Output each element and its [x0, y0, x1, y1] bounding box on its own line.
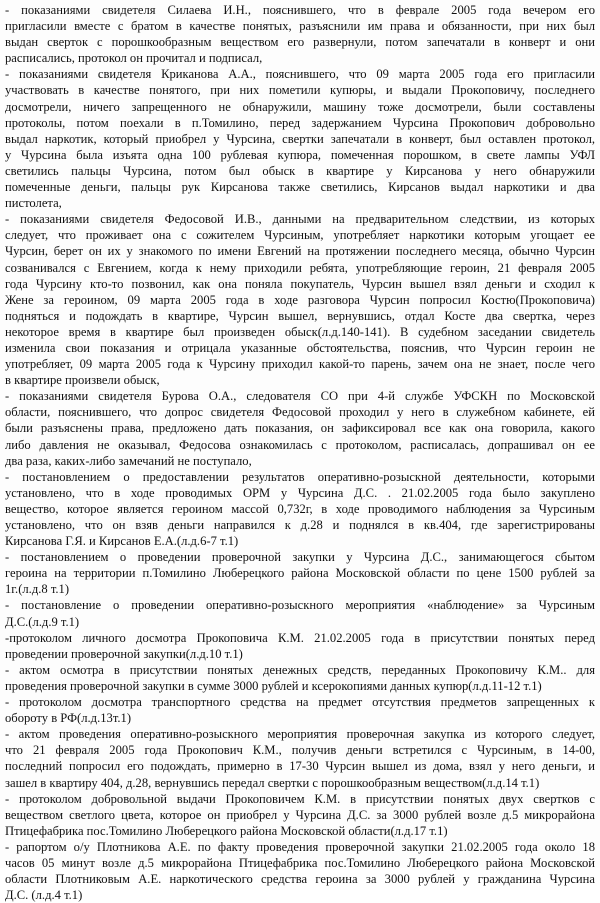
- text-line: Жене за героином, 09 марта 2005 года в ходе разговора Чурсин попросил Костю(Прокоповича): [5, 292, 595, 307]
- text-line: часов 05 минут возле д.5 микрорайона Птицефабрика пос.Томилино Люберецкого района Московской: [5, 855, 595, 870]
- text-line: изменила свои показания и отрицала указанные обстоятельства, пояснив, что Чурсин героин не: [5, 340, 595, 355]
- evidence-paragraph: [5, 726, 595, 790]
- text-line: - показаниями свидетеля Бурова О.А., следователя СО при 4-й службе УФСКН по Московской: [5, 389, 595, 404]
- text-line: два раза, каких-либо замечаний не поступало,: [5, 453, 252, 468]
- text-line: в квартире произвели обыск,: [5, 373, 160, 388]
- text-line: пригласили вместе с братом в качестве понятых, разъяснили им права и обязанности, при них был: [5, 19, 595, 34]
- text-line: протоколы, потом поехали в п.Томилино, перед задержанием Чурсина Прокопович добровольно: [5, 115, 595, 130]
- evidence-paragraph: [5, 694, 595, 726]
- evidence-paragraph: [5, 839, 595, 903]
- text-line: пистолета,: [5, 196, 62, 211]
- text-line: зашел в квартиру 404, д.28, вернувшись передал свертки с порошкообразным веществом(л.д.14 т.1): [5, 775, 540, 790]
- text-line: - показаниями свидетеля Силаева И.Н., пояснившего, что в феврале 2005 года вечером его: [5, 3, 595, 17]
- text-line: установлено, что он взяв деньги направился к д.28 и поднялся в кв.404, где зарегистрированы: [5, 518, 595, 532]
- text-line: - постановлением о проведении проверочной закупки у Чурсина Д.С., занимающегося сбытом: [5, 550, 595, 565]
- text-line: Чурсин, берет он их у знакомого по имени Евгений на протяжении последнего месяца, обычно Чурсин: [5, 244, 595, 259]
- text-line: Кирсанова Г.Я. и Кирсанов Е.А.(л.д.6-7 т.1): [5, 534, 239, 549]
- text-line: употребляет, 09 марта 2005 года к Чурсину приходил какой-то парень, зачем она не знает, после чего: [5, 357, 595, 372]
- text-line: светились пальцы Чурсина, потом был обыск в квартире у Кирсанова у него обнаружили: [5, 163, 595, 178]
- text-line: помеченные деньги, пальцы рук Кирсанова также светились, Кирсанов выдал наркотики и два: [5, 180, 595, 195]
- text-line: области Плотниковым А.Е. наркотического средства героина за 3000 рублей у гражданина Чурсина: [5, 872, 595, 887]
- text-line: у Чурсина была изъята одна 100 рублевая купюра, помеченная порошком, в свете лампы УФЛ: [5, 147, 595, 162]
- text-line: 1г.(л.д.8 т.1): [5, 582, 70, 597]
- evidence-paragraph: [5, 388, 595, 468]
- text-line: героина на территории п.Томилино Люберецкого района Московской области по цене 1500 рублей за: [5, 566, 595, 581]
- evidence-paragraph: [5, 791, 595, 839]
- text-line: - актом осмотра в присутствии понятых денежных средств, переданных Прокоповичу К.М.. для: [5, 662, 595, 677]
- text-line: вещество, которое является героином массой 0,732г, в ходе проводимого наблюдения за Чурсиным: [5, 501, 595, 516]
- text-line: проведении проверочной закупки(л.д.10 т.1): [5, 646, 243, 661]
- evidence-paragraph: [5, 597, 595, 629]
- text-line: области, пояснившего, что допрос свидетеля Федосовой проходил у него в служебном кабинете, ей: [5, 405, 595, 420]
- text-line: года Чурсину кто-то позвонил, как она поняла покупатель, Чурсин вышел взял деньги и сходил к: [5, 276, 595, 291]
- evidence-paragraph: [5, 630, 595, 662]
- text-line: - показаниями свидетеля Криканова А.А., пояснившего, что 09 марта 2005 года его пригласили: [5, 67, 595, 82]
- text-line: либо давления не оказывал, Федосова ознакомилась с протоколом, расписалась, допрашивал он ее: [5, 437, 595, 452]
- text-line: - постановлением о предоставлении результатов оперативно-розыскной деятельности, которыми: [5, 469, 595, 484]
- evidence-paragraph: [5, 211, 595, 388]
- text-line: следует, что проживает она с сожителем Чурсиным, употребляет наркотики которым угощает ее: [5, 228, 595, 243]
- evidence-paragraph: [5, 662, 595, 694]
- text-line: - протоколом досмотра транспортного средства на предмет отсутствия предметов запрещенных к: [5, 695, 595, 710]
- text-line: - показаниями свидетеля Федосовой И.В., данными на предварительном следствии, из которых: [5, 212, 595, 227]
- text-line: -протоколом личного досмотра Прокоповича К.М. 21.02.2005 года в присутствии понятых перед: [5, 630, 595, 645]
- text-line: Птицефабрика пос.Томилино Люберецкого района Московской области(л.д.17 т.1): [5, 823, 448, 838]
- text-line: Д.С.(л.д.9 т.1): [5, 614, 80, 629]
- text-line: проведения проверочной закупки в сумме 3000 рублей и ксерокопиями данных купюр(л.д.11-12 т.1): [5, 678, 542, 693]
- text-line: расписались, протокол он прочитал и подписал,: [5, 51, 263, 66]
- evidence-paragraph: [5, 469, 595, 549]
- text-line: участвовать в качестве понятого, при них пометили купюры, и выдали Прокоповичу, последнего: [5, 83, 595, 98]
- text-line: досмотрели, ничего запрещенного не обнаружили, машину тоже досмотрели, были составлены: [5, 99, 595, 114]
- evidence-paragraph: [5, 2, 595, 66]
- text-line: некоторое время в квартире был произведен обыск(л.д.140-141). В судебном заседании свидетель: [5, 324, 595, 339]
- text-line: Д.С. (л.д.4 т.1): [5, 888, 83, 903]
- text-line: - постановление о проведении оперативно-розыскного мероприятия «наблюдение» за Чурсиным: [5, 598, 595, 613]
- text-line: подняться и подождать в квартире, Чурсин вышел, вернувшись, отдал Косте два свертка, через: [5, 308, 595, 323]
- text-line: выдал наркотик, который приобрел у Чурсина, свертки запечатали в конверт, был оставлен протокол,: [5, 131, 595, 146]
- text-line: установлено, что в ходе проводимых ОРМ у Чурсина Д.С. . 21.02.2005 года было закуплено: [5, 485, 595, 500]
- text-line: выдан сверток с порошкообразным веществом его развернули, потом запечатали в конверт и они: [5, 35, 595, 50]
- text-line: созванивался с Евгением, когда к нему приходили ребята, употребляющие героин, 21 февраля 2005: [5, 260, 595, 275]
- text-line: - актом проведения оперативно-розыскного мероприятия проверочная закупка из которого следует,: [5, 727, 595, 742]
- text-line: веществом светлого цвета, которое он приобрел у Чурсина Д.С. за 3000 рублей возле д.5 микрорайона: [5, 807, 595, 822]
- text-line: - рапортом о/у Плотникова А.Е. по факту проведения проверочной закупки 21.02.2005 года около 18: [5, 839, 595, 854]
- text-line: - протоколом добровольной выдачи Прокоповичем К.М. в присутствии понятых двух свертков с: [5, 791, 595, 806]
- text-line: что 21 февраля 2005 года Прокопович К.М., получив деньги встретился с Чурсиным, в 14-00,: [5, 743, 595, 758]
- evidence-paragraph: [5, 549, 595, 597]
- text-line: обороту в РФ(л.д.13т.1): [5, 711, 132, 726]
- text-line: последний попросил его подождать, примерно в 17-30 Чурсин вышел из дома, взял у него деньги, и: [5, 759, 595, 774]
- text-line: были разъяснены права, предложено дать показания, он зафиксировал все как она говорила, какого: [5, 421, 595, 436]
- evidence-paragraph: [5, 66, 595, 211]
